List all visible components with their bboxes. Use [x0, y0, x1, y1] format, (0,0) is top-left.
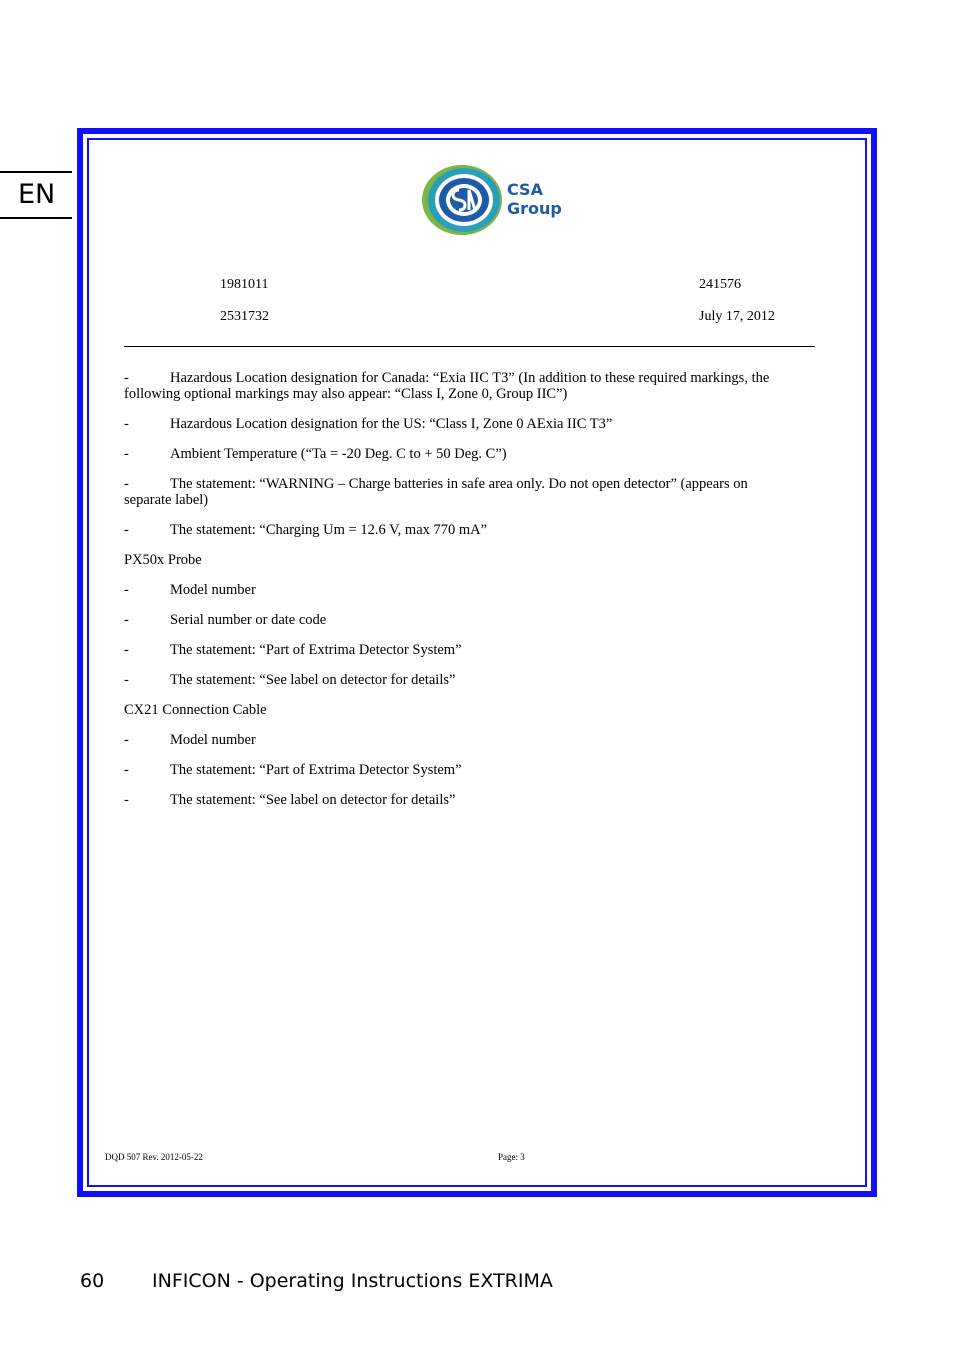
section-heading: PX50x Probe [124, 552, 202, 568]
certificate-number: 1981011 [220, 277, 269, 292]
list-item [124, 642, 789, 658]
list-dash: - [124, 732, 129, 748]
list-dash: - [124, 476, 129, 492]
issue-date: July 17, 2012 [699, 309, 775, 324]
list-dash: - [124, 446, 129, 462]
list-item-text: Hazardous Location designation for the US: “Class I, Zone 0 AExia IIC T3” [170, 416, 613, 432]
list-item-text: Model number [170, 732, 256, 748]
language-tab [0, 171, 72, 219]
list-item [124, 446, 789, 462]
list-item-text: Hazardous Location designation for Canada: “Exia IIC T3” (In addition to these required markings, the [170, 370, 770, 386]
list-item [124, 416, 789, 432]
list-item [124, 522, 789, 538]
certificate-inner-border [87, 138, 867, 1187]
list-item-text: The statement: “WARNING – Charge batteries in safe area only. Do not open detector” (appears on [170, 476, 748, 492]
list-dash: - [124, 762, 129, 778]
list-dash: - [124, 370, 129, 386]
list-dash: - [124, 672, 129, 688]
header-divider [124, 346, 815, 347]
csa-group-wordmark: CSA Group [507, 180, 562, 218]
list-dash: - [124, 416, 129, 432]
page-number: 60 [80, 1270, 105, 1292]
page-footer-title: INFICON - Operating Instructions EXTRIMA [152, 1270, 553, 1292]
list-dash: - [124, 582, 129, 598]
list-item-text: Ambient Temperature (“Ta = -20 Deg. C to + 50 Deg. C”) [170, 446, 507, 462]
list-dash: - [124, 642, 129, 658]
markings-list [124, 370, 789, 822]
csa-seal-icon [419, 162, 509, 238]
list-dash: - [124, 792, 129, 808]
master-contract-number: 241576 [699, 277, 741, 292]
csa-group-logo [419, 162, 562, 238]
list-item [124, 612, 789, 628]
list-item-text: The statement: “See label on detector for details” [170, 672, 456, 688]
list-item-text: The statement: “Charging Um = 12.6 V, max 770 mA” [170, 522, 488, 538]
list-item [124, 370, 789, 402]
list-item-continuation: following optional markings may also appear: “Class I, Zone 0, Group IIC”) [124, 386, 568, 402]
language-tab-label: EN [18, 179, 56, 210]
list-item [124, 582, 789, 598]
certificate-frame [77, 128, 877, 1197]
list-item-continuation: separate label) [124, 492, 209, 508]
list-item [124, 476, 789, 508]
list-item [124, 762, 789, 778]
project-number: 2531732 [220, 309, 269, 324]
list-item-text: The statement: “Part of Extrima Detector System” [170, 762, 462, 778]
list-item-text: Serial number or date code [170, 612, 327, 628]
list-item [124, 792, 789, 808]
list-item [124, 672, 789, 688]
list-dash: - [124, 522, 129, 538]
list-item-text: Model number [170, 582, 256, 598]
section-heading: CX21 Connection Cable [124, 702, 267, 718]
list-dash: - [124, 612, 129, 628]
certificate-page-number: Page: 3 [498, 1152, 525, 1162]
list-item-text: The statement: “See label on detector for details” [170, 792, 456, 808]
doc-reference: DQD 507 Rev. 2012-05-22 [105, 1152, 203, 1162]
list-item [124, 732, 789, 748]
list-item-text: The statement: “Part of Extrima Detector System” [170, 642, 462, 658]
